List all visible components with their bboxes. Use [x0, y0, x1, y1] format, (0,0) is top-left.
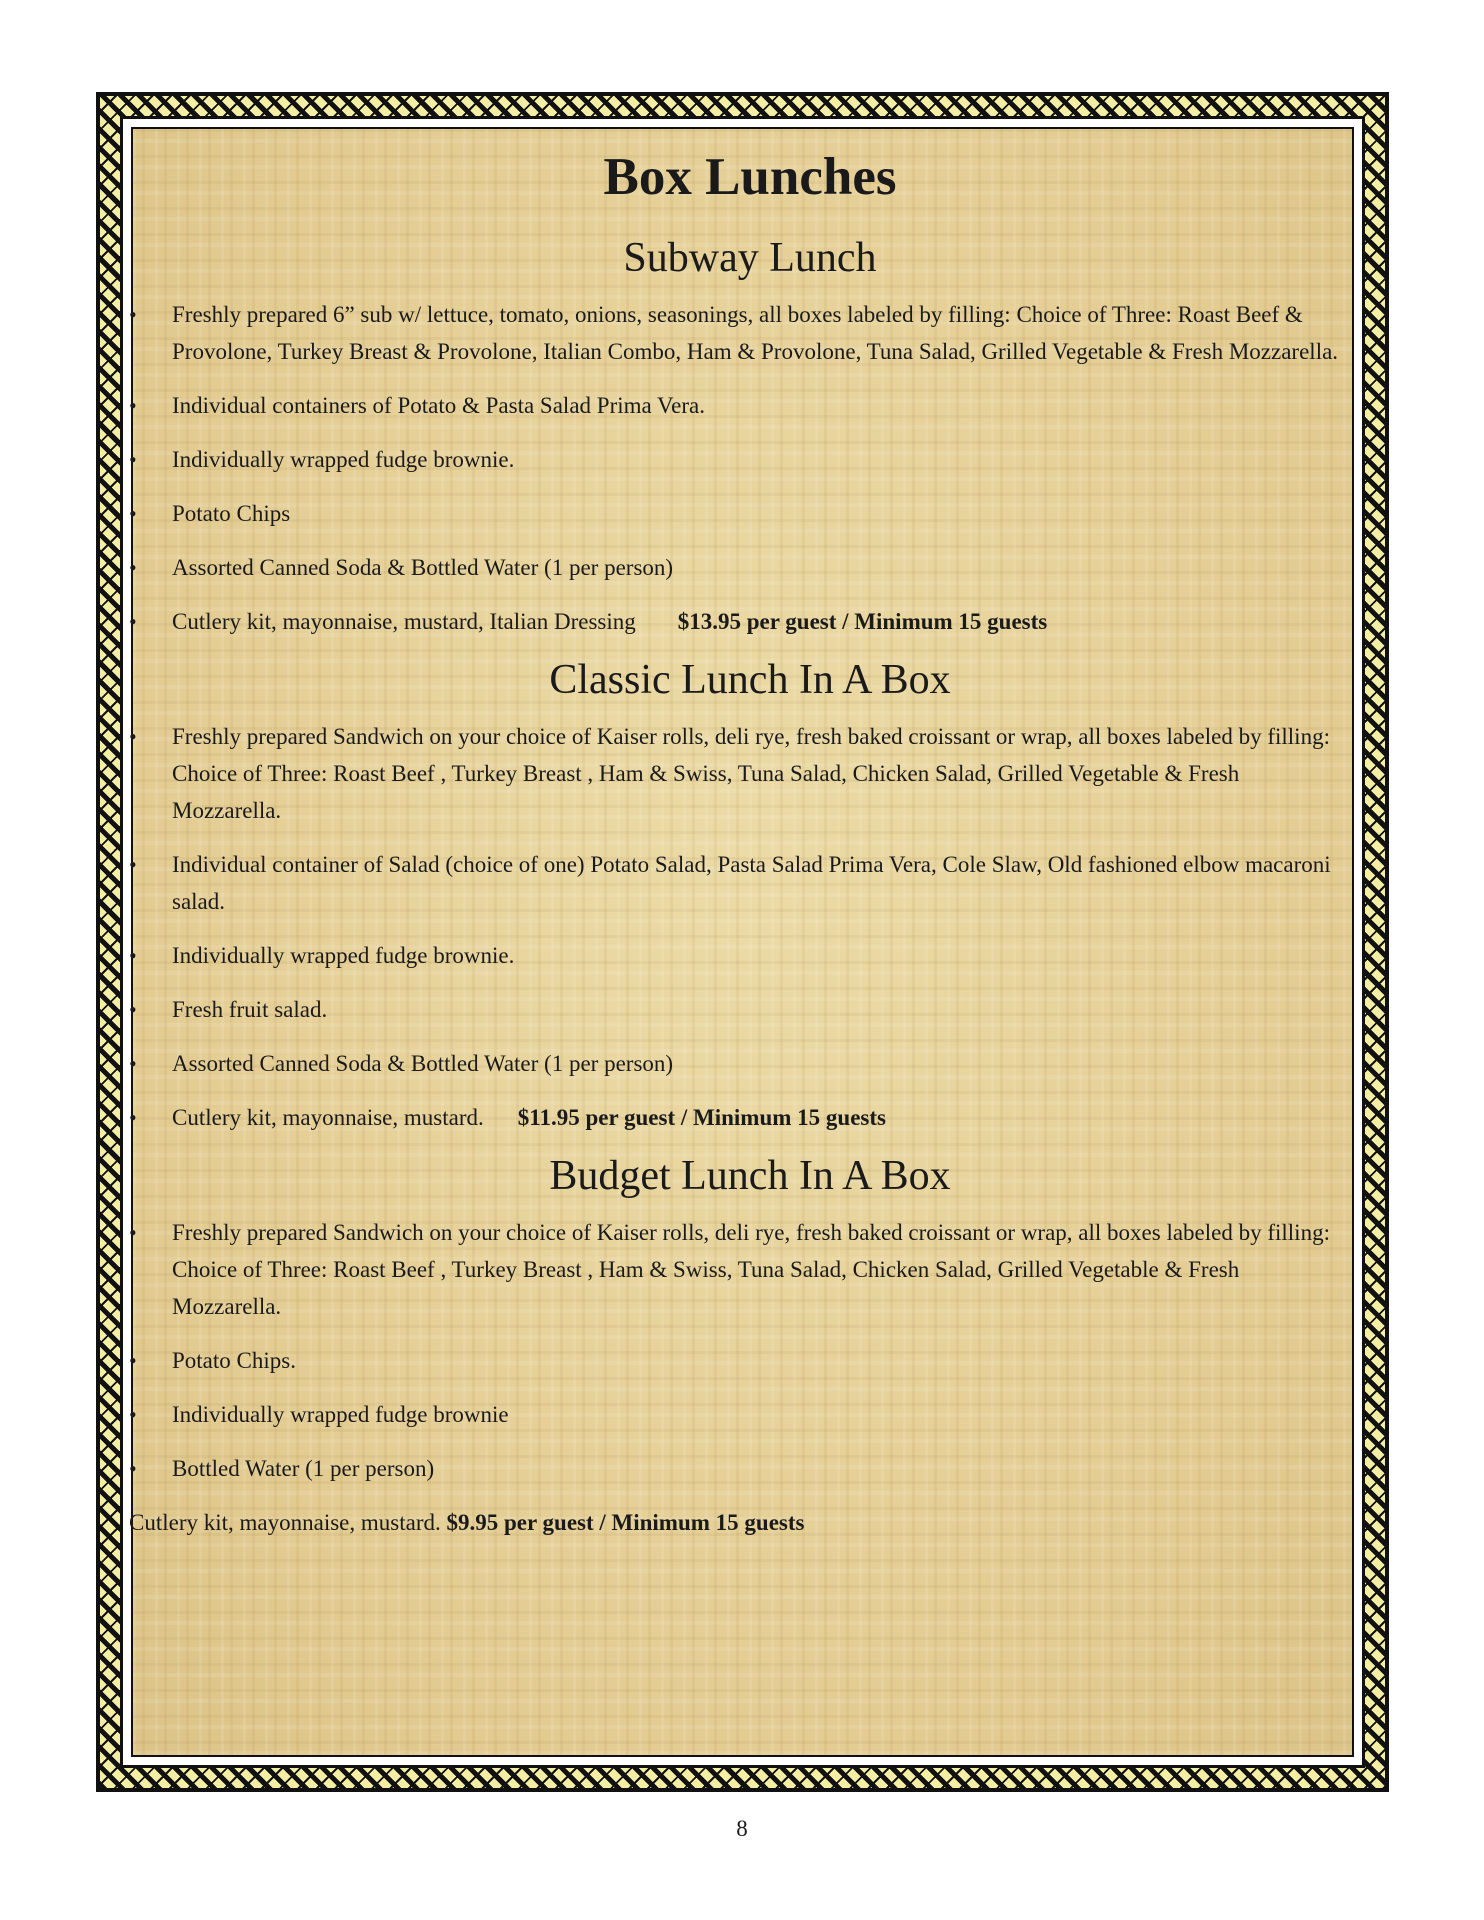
bullet-icon: • [129, 997, 137, 1022]
list-item [129, 1342, 1351, 1379]
item-text: Cutlery kit, mayonnaise, mustard. [172, 1105, 484, 1130]
bullet-icon: • [129, 1456, 137, 1481]
bullet-icon: • [129, 609, 137, 634]
list-item [129, 1450, 1351, 1487]
classic-lunch-list [129, 718, 1351, 1136]
bullet-icon: • [129, 852, 137, 877]
bullet-icon: • [129, 555, 137, 580]
item-text: Assorted Canned Soda & Bottled Water (1 per person) [172, 555, 674, 580]
bullet-icon: • [129, 1348, 137, 1373]
item-text: Freshly prepared Sandwich on your choice of Kaiser rolls, deli rye, fresh baked croissant or wrap, all boxes labeled by filling: Choice of Three: Roast Beef , Turkey Breast , Ham & Swiss, Tuna Salad, Chicken Salad, Grilled Vegetable & Fresh Mozzarella. [172, 724, 1330, 823]
list-item [129, 603, 1351, 640]
bullet-icon: • [129, 393, 137, 418]
bullet-icon: • [129, 447, 137, 472]
page-number: 8 [736, 1816, 748, 1841]
bullet-icon: • [129, 1105, 137, 1130]
budget-lunch-list [129, 1214, 1351, 1487]
budget-lunch-closing [129, 1504, 1351, 1541]
list-item [129, 296, 1351, 370]
item-text: Individual container of Salad (choice of one) Potato Salad, Pasta Salad Prima Vera, Cole Slaw, Old fashioned elbow macaroni salad. [172, 852, 1331, 914]
list-item [129, 549, 1351, 586]
list-item [129, 495, 1351, 532]
item-text: Cutlery kit, mayonnaise, mustard, Italian Dressing [172, 609, 636, 634]
list-item [129, 991, 1351, 1028]
budget-lunch-price: $9.95 per guest / Minimum 15 guests [446, 1510, 805, 1535]
item-text: Individually wrapped fudge brownie [172, 1402, 509, 1427]
bullet-icon: • [129, 943, 137, 968]
list-item [129, 1099, 1351, 1136]
menu-content [129, 136, 1351, 1541]
budget-lunch-heading: Budget Lunch In A Box [549, 1153, 951, 1199]
list-item [129, 1214, 1351, 1325]
bullet-icon: • [129, 1220, 137, 1245]
list-item [129, 846, 1351, 920]
list-item [129, 937, 1351, 974]
item-text: Bottled Water (1 per person) [172, 1456, 435, 1481]
bullet-icon: • [129, 1051, 137, 1076]
item-text: Assorted Canned Soda & Bottled Water (1 per person) [172, 1051, 674, 1076]
item-text: Potato Chips [172, 501, 291, 526]
subway-lunch-heading: Subway Lunch [623, 235, 877, 281]
item-text: Freshly prepared 6” sub w/ lettuce, tomato, onions, seasonings, all boxes labeled by filling: Choice of Three: Roast Beef & Provolone, Turkey Breast & Provolone, Italian Combo, Ham & Provolone, Tuna Salad, Grilled Vegetable & Fresh Mozzarella. [172, 302, 1339, 364]
classic-lunch-price: $11.95 per guest / Minimum 15 guests [517, 1105, 886, 1130]
subway-lunch-list [129, 296, 1351, 640]
item-text: Individually wrapped fudge brownie. [172, 943, 515, 968]
item-text: Individual containers of Potato & Pasta Salad Prima Vera. [172, 393, 705, 418]
bullet-icon: • [129, 501, 137, 526]
item-text: Freshly prepared Sandwich on your choice of Kaiser rolls, deli rye, fresh baked croissant or wrap, all boxes labeled by filling: Choice of Three: Roast Beef , Turkey Breast , Ham & Swiss, Tuna Salad, Chicken Salad, Grilled Vegetable & Fresh Mozzarella. [172, 1220, 1330, 1319]
bullet-icon: • [129, 724, 137, 749]
list-item [129, 1045, 1351, 1082]
bullet-icon: • [129, 1402, 137, 1427]
list-item [129, 441, 1351, 478]
item-text: Individually wrapped fudge brownie. [172, 447, 515, 472]
closing-text: Cutlery kit, mayonnaise, mustard. [129, 1510, 441, 1535]
bullet-icon: • [129, 302, 137, 327]
classic-lunch-heading: Classic Lunch In A Box [549, 657, 951, 703]
list-item [129, 1396, 1351, 1433]
item-text: Fresh fruit salad. [172, 997, 328, 1022]
list-item [129, 718, 1351, 829]
subway-lunch-price: $13.95 per guest / Minimum 15 guests [677, 609, 1048, 634]
item-text: Potato Chips. [172, 1348, 296, 1373]
list-item [129, 387, 1351, 424]
page-title: Box Lunches [603, 148, 897, 206]
